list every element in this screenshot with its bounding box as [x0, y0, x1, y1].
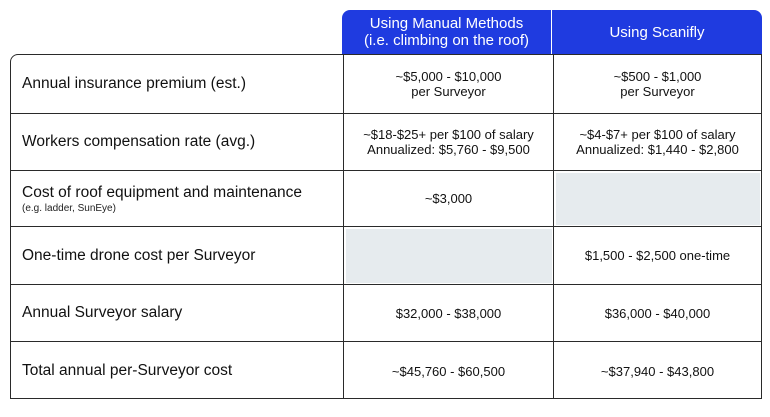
scanifly-value-line2: Annualized: $1,440 - $2,800: [576, 142, 739, 157]
row-label: Total annual per-Surveyor cost: [22, 362, 233, 379]
manual-value-line1: ~$45,760 - $60,500: [391, 363, 506, 379]
table-row-total: [11, 342, 761, 399]
row-label: One-time drone cost per Surveyor: [22, 246, 256, 264]
row-label-cell: [11, 171, 343, 226]
table-row-roof-equipment: [11, 171, 761, 227]
row-label-cell: [11, 342, 343, 399]
scanifly-cell: [553, 55, 761, 113]
scanifly-value-line1: ~$4-$7+ per $100 of salary: [579, 127, 736, 142]
row-note: (e.g. ladder, SunEye): [22, 202, 116, 214]
scanifly-value-line2: per Surveyor: [620, 84, 695, 99]
row-label: Workers compensation rate (avg.): [22, 133, 256, 150]
row-label-cell: [11, 114, 343, 170]
manual-value-line1: ~$5,000 - $10,000: [395, 69, 502, 84]
row-label-cell: [11, 227, 343, 284]
manual-value-line2: per Surveyor: [411, 84, 486, 99]
manual-cell: [343, 285, 553, 341]
empty-shaded-cell: [346, 229, 552, 283]
manual-cell: [343, 114, 553, 170]
scanifly-value-line1: ~$500 - $1,000: [613, 69, 702, 84]
table-row-workers-comp: [11, 114, 761, 171]
manual-cell: [343, 342, 553, 399]
table-row-salary: [11, 285, 761, 342]
scanifly-value-line1: ~$37,940 - $43,800: [600, 363, 715, 379]
scanifly-cell: [553, 342, 761, 399]
column-header-scanifly-label: Using Scanifly: [609, 23, 705, 41]
scanifly-cell: [553, 227, 761, 284]
manual-cell: [343, 227, 553, 284]
empty-shaded-cell: [556, 173, 760, 225]
row-label-cell: [11, 55, 343, 113]
scanifly-value-line1: $1,500 - $2,500 one-time: [584, 248, 731, 263]
column-header-scanifly: [552, 10, 762, 54]
row-label: Cost of roof equipment and maintenance: [22, 183, 303, 201]
manual-value-line1: ~$3,000: [424, 191, 473, 206]
column-header-manual-line2: (i.e. climbing on the roof): [363, 32, 530, 49]
table-row-insurance: [11, 55, 761, 114]
manual-value-line1: $32,000 - $38,000: [395, 305, 502, 321]
column-header-manual-line1: Using Manual Methods: [369, 15, 524, 32]
manual-cell: [343, 171, 553, 226]
scanifly-value-line1: $36,000 - $40,000: [604, 305, 711, 321]
manual-cell: [343, 55, 553, 113]
column-header-manual: [342, 10, 552, 54]
scanifly-cell: [553, 171, 761, 226]
scanifly-cell: [553, 285, 761, 341]
row-label: Annual Surveyor salary: [22, 304, 183, 321]
manual-value-line1: ~$18-$25+ per $100 of salary: [363, 127, 534, 142]
manual-value-line2: Annualized: $5,760 - $9,500: [367, 142, 530, 157]
scanifly-cell: [553, 114, 761, 170]
table-row-drone-cost: [11, 227, 761, 285]
comparison-table: [10, 54, 762, 399]
row-label-cell: [11, 285, 343, 341]
row-label: Annual insurance premium (est.): [22, 75, 246, 92]
